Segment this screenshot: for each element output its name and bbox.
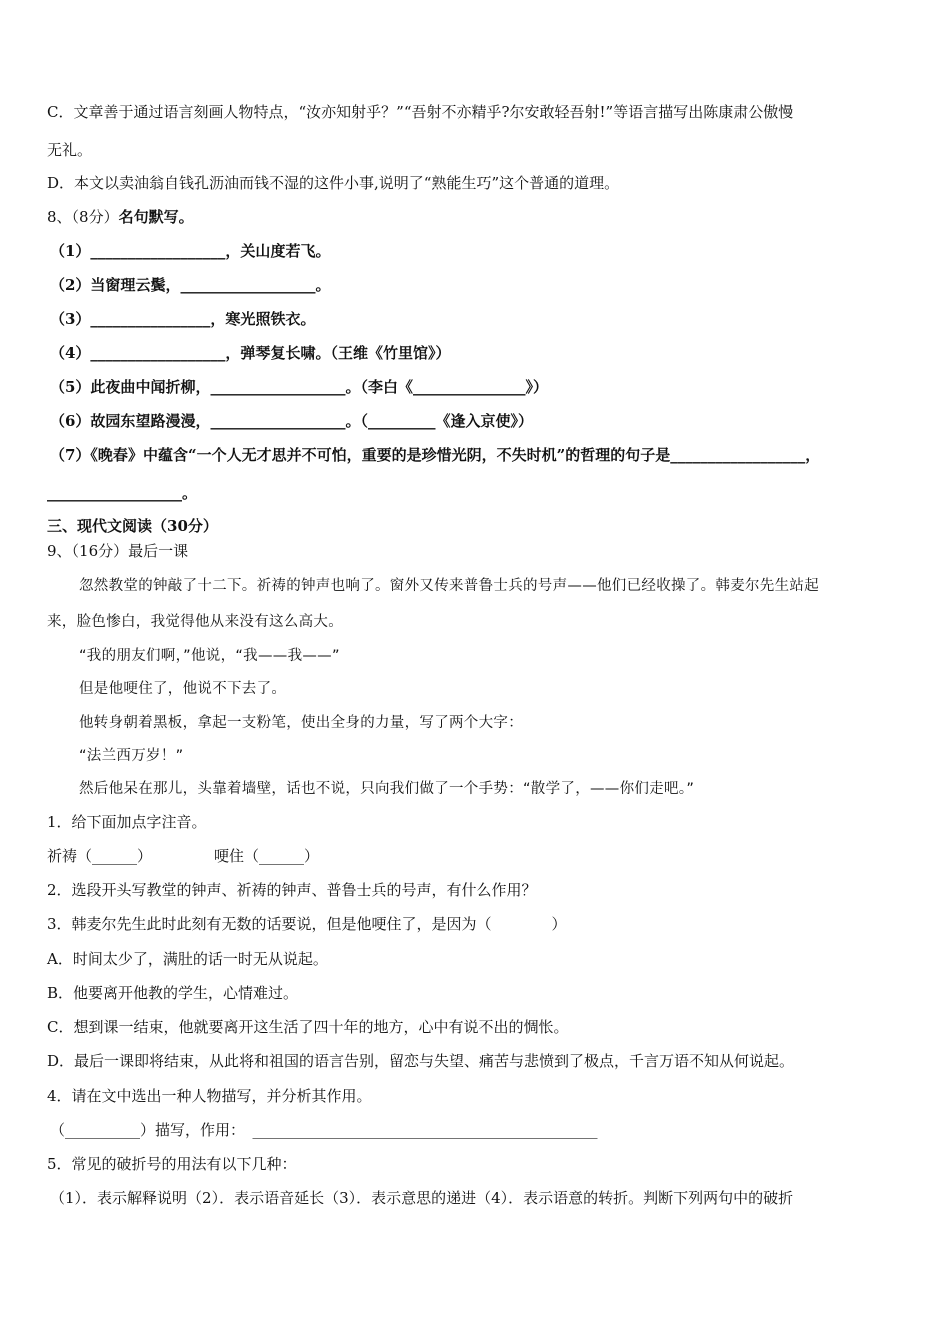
- question-8-heading: [47, 207, 194, 227]
- dash-usage-list: （1）．表示解释说明（2）．表示语音延长（3）．表示意思的递进（4）．表示语意的转折。判断下列两句中的破折: [50, 1189, 794, 1207]
- pinyin-item-gengzhu: 哽住（______）: [214, 847, 320, 865]
- recitation-item-3: （3）________________，寒光照铁衣。: [50, 310, 316, 328]
- sub-question-1: 1．给下面加点字注音。: [47, 813, 207, 831]
- option-c-continuation: 无礼。: [47, 141, 93, 159]
- recitation-item-5: （5）此夜曲中闻折柳，__________________。（李白《_______________》）: [50, 378, 548, 396]
- sub-question-3-option-a: A．时间太少了，满肚的话一时无从说起。: [47, 950, 328, 968]
- passage-paragraph-2: “我的朋友们啊，”他说，“我——我——”: [79, 648, 340, 664]
- option-c-line: C．文章善于通过语言刻画人物特点，“汝亦知射乎？”“吾射不亦精乎?尔安敢轻吾射!”等语言描写出陈康肃公傲慢: [47, 103, 794, 121]
- sub-question-2: 2．选段开头写教堂的钟声、祈祷的钟声、普鲁士兵的号声，有什么作用？: [47, 881, 537, 899]
- question-9-heading: 9、（16分）最后一课: [47, 542, 189, 560]
- sub-question-4: 4．请在文中选出一种人物描写，并分析其作用。: [47, 1087, 372, 1105]
- recitation-item-6: （6）故园东望路漫漫，__________________。（_________《逢入京使》）: [50, 412, 533, 430]
- recitation-item-7-continuation: __________________。: [47, 484, 198, 502]
- pinyin-item-qidao: 祈祷（______）: [47, 847, 153, 865]
- question-8-title: 名句默写。: [118, 208, 194, 226]
- question-8-score: 8、（8分）: [47, 208, 119, 226]
- sub-question-3-option-c: C．想到课一结束，他就要离开这生活了四十年的地方，心中有说不出的惆怅。: [47, 1018, 569, 1036]
- passage-paragraph-1-continuation: 来，脸色惨白，我觉得他从来没有这么高大。: [47, 614, 343, 630]
- recitation-item-4: （4）__________________，弹琴复长啸。（王维《竹里馆》）: [50, 344, 451, 362]
- option-d-line: D．本文以卖油翁自钱孔沥油而钱不湿的这件小事,说明了“熟能生巧”这个普通的道理。: [47, 174, 620, 192]
- section-3-heading: 三、现代文阅读（30分）: [47, 517, 218, 535]
- recitation-item-7: （7）《晚春》中蕴含“一个人无才思并不可怕，重要的是珍惜光阴，不失时机”的哲理的句子是__________________，: [50, 446, 821, 464]
- recitation-item-2: （2）当窗理云鬓，__________________。: [50, 276, 331, 294]
- passage-paragraph-6: 然后他呆在那儿，头靠着墙壁，话也不说，只向我们做了一个手势：“散学了，——你们走吧。”: [79, 781, 695, 797]
- sub-question-3: 3．韩麦尔先生此时此刻有无数的话要说，但是他哽住了，是因为（ ）: [47, 915, 567, 933]
- sub-question-5: 5．常见的破折号的用法有以下几种：: [47, 1155, 297, 1173]
- sub-question-3-option-d: D．最后一课即将结束，从此将和祖国的语言告别，留恋与失望、痛苦与悲愤到了极点，千言万语不知从何说起。: [47, 1052, 795, 1070]
- passage-paragraph-4: 他转身朝着黑板，拿起一支粉笔，使出全身的力量，写了两个大字：: [79, 715, 523, 731]
- sub-question-3-option-b: B．他要离开他教的学生，心情难过。: [47, 984, 299, 1002]
- recitation-item-1: （1）__________________，关山度若飞。: [50, 242, 331, 260]
- passage-paragraph-5: “法兰西万岁！”: [79, 748, 184, 764]
- passage-paragraph-3: 但是他哽住了，他说不下去了。: [79, 681, 287, 697]
- passage-paragraph-1: 忽然教堂的钟敲了十二下。祈祷的钟声也响了。窗外又传来普鲁士兵的号声——他们已经收操了。韩麦尔先生站起: [79, 578, 819, 594]
- sub-question-4-answer-line: （__________）描写，作用： ______________________________________________: [50, 1121, 598, 1139]
